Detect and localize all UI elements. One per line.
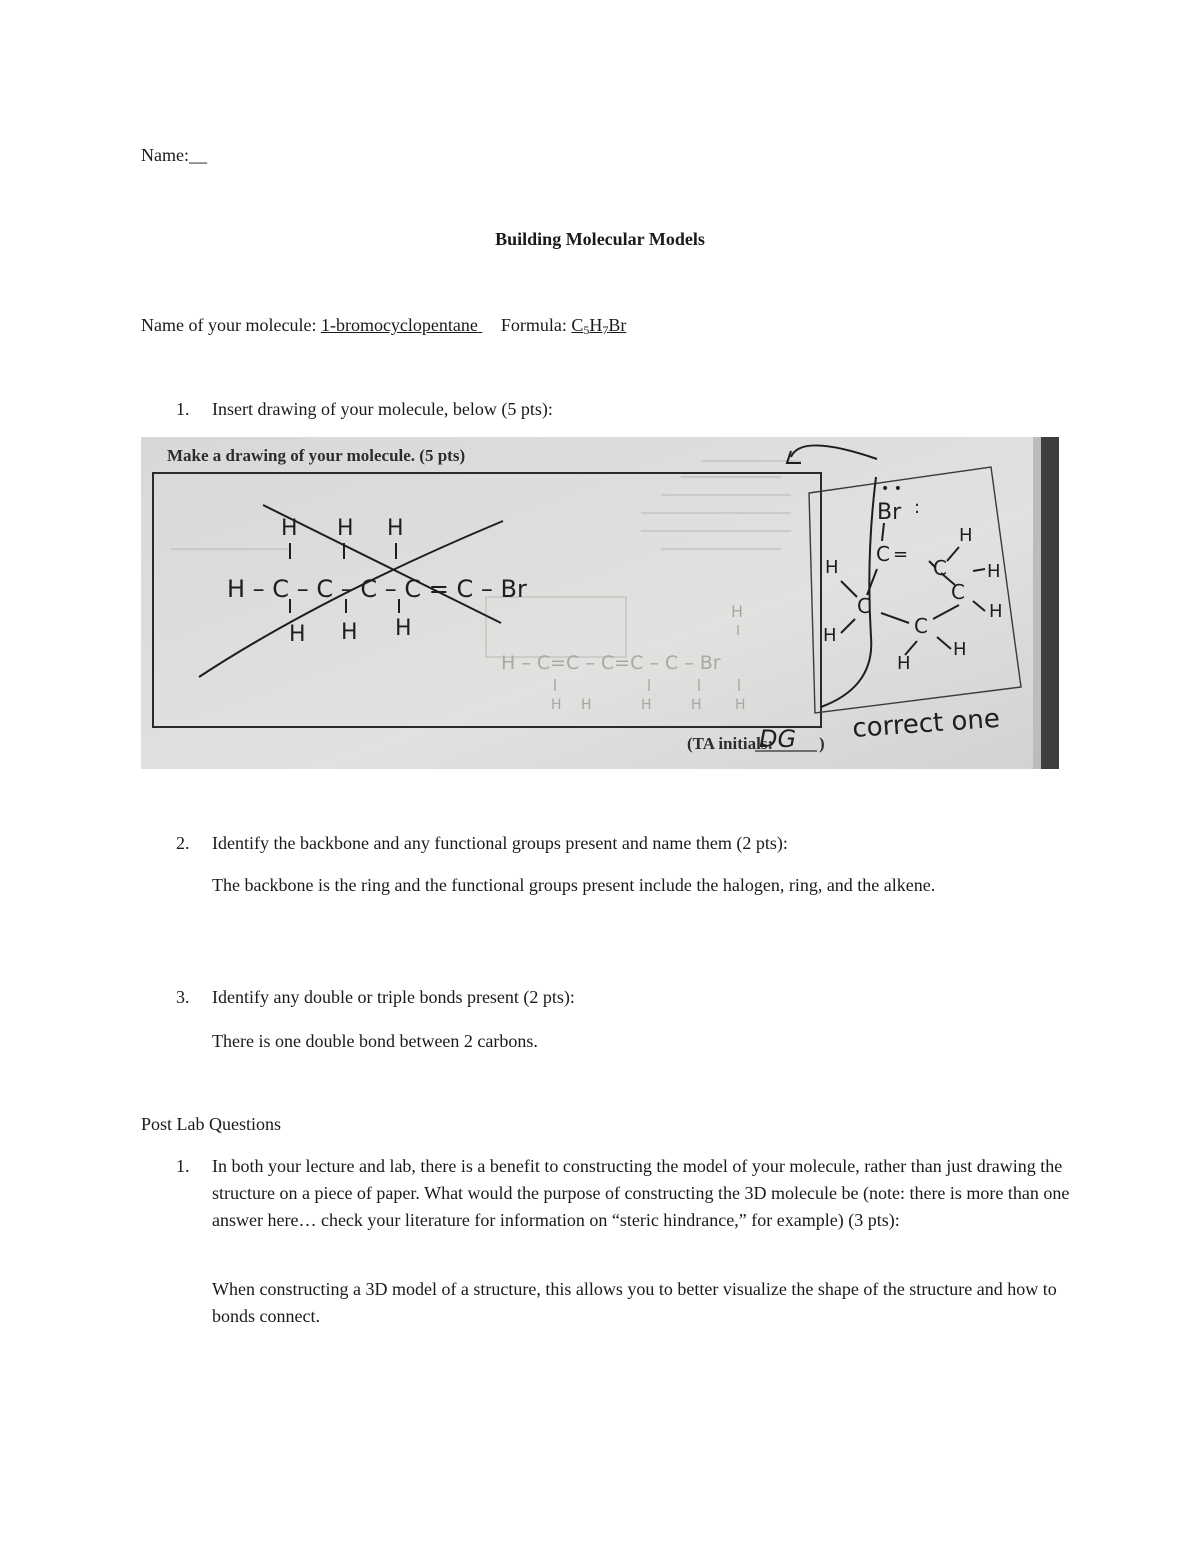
svg-text:H: H bbox=[959, 525, 973, 546]
molecule-drawing-photo bbox=[141, 437, 1059, 769]
svg-text:H: H bbox=[341, 620, 358, 645]
formula-label: Formula: bbox=[500, 315, 567, 335]
post-lab-question-1-prompt: In both your lecture and lab, there is a benefit to constructing the model of your molecule, rather than just drawing the structure on a piece of paper. What would the purpose of constructing the 3D molecule be (note: there is more than one answer here… check your literature for information on “steric hindrance,” for example) (3 pts): bbox=[212, 1156, 1070, 1230]
correct-note: correct one bbox=[851, 703, 1001, 744]
svg-text:H: H bbox=[581, 697, 592, 713]
svg-text:H: H bbox=[691, 697, 702, 713]
svg-text:H: H bbox=[641, 697, 652, 713]
svg-text:C: C bbox=[933, 556, 947, 580]
question-3-answer: There is one double bond between 2 carbons. bbox=[212, 1031, 538, 1051]
svg-text:H: H bbox=[551, 697, 562, 713]
question-3-prompt: Identify any double or triple bonds present (2 pts): bbox=[212, 987, 575, 1007]
svg-text:H: H bbox=[825, 557, 839, 578]
svg-text:Br: Br bbox=[877, 500, 902, 525]
question-3-number: 3. bbox=[176, 987, 190, 1007]
printed-heading: Make a drawing of your molecule. (5 pts) bbox=[167, 446, 466, 465]
post-lab-question-1-number: 1. bbox=[176, 1156, 190, 1176]
svg-text:H: H bbox=[289, 622, 306, 647]
svg-text:H: H bbox=[987, 561, 1001, 582]
page-title: Building Molecular Models bbox=[495, 229, 705, 249]
svg-text:=: = bbox=[893, 544, 909, 565]
svg-text:H: H bbox=[953, 639, 967, 660]
svg-text:H: H bbox=[337, 516, 354, 541]
question-2-prompt: Identify the backbone and any functional groups present and name them (2 pts): bbox=[212, 833, 788, 853]
svg-text:H: H bbox=[823, 625, 837, 646]
ta-initials-label: (TA initials: bbox=[687, 734, 774, 753]
formula-value: $C_5H_7Br$ bbox=[571, 315, 627, 337]
svg-text:H: H bbox=[387, 516, 404, 541]
ta-initials-value: DG bbox=[759, 725, 797, 753]
svg-text:H: H bbox=[897, 653, 911, 674]
svg-text:H: H bbox=[989, 601, 1003, 622]
svg-text:H – C=C – C=C – C – Br: H – C=C – C=C – C – Br bbox=[501, 652, 721, 674]
question-1-prompt: Insert drawing of your molecule, below (5 pts): bbox=[212, 399, 553, 419]
question-2-number: 2. bbox=[176, 833, 190, 853]
svg-text:H: H bbox=[281, 516, 298, 541]
name-line: Name:__ bbox=[141, 145, 207, 165]
ta-initials-close: ) bbox=[819, 734, 825, 753]
svg-text:C: C bbox=[857, 594, 871, 618]
svg-text::: : bbox=[914, 497, 921, 518]
molecule-name-value: 1-bromocyclopentane bbox=[320, 315, 478, 335]
svg-text:• •: • • bbox=[881, 481, 902, 497]
svg-text:H – C – C – C – C = C – Br: H – C – C – C – C = C – Br bbox=[227, 575, 527, 603]
svg-text:H: H bbox=[735, 697, 746, 713]
svg-text:H: H bbox=[731, 602, 744, 621]
svg-text:C: C bbox=[914, 614, 928, 638]
question-2-answer: The backbone is the ring and the functional groups present include the halogen, ring, and the alkene. bbox=[212, 875, 936, 895]
post-lab-question-1-answer: When constructing a 3D model of a structure, this allows you to better visualize the shape of the structure and how to bonds connect. bbox=[212, 1279, 1057, 1326]
molecule-name-label: Name of your molecule: bbox=[141, 315, 317, 335]
question-1-number: 1. bbox=[176, 399, 190, 419]
molecule-line bbox=[141, 315, 626, 338]
svg-text:H: H bbox=[395, 616, 412, 641]
post-lab-heading: Post Lab Questions bbox=[141, 1114, 282, 1134]
svg-text:C: C bbox=[876, 542, 890, 566]
svg-text:C: C bbox=[951, 580, 965, 604]
